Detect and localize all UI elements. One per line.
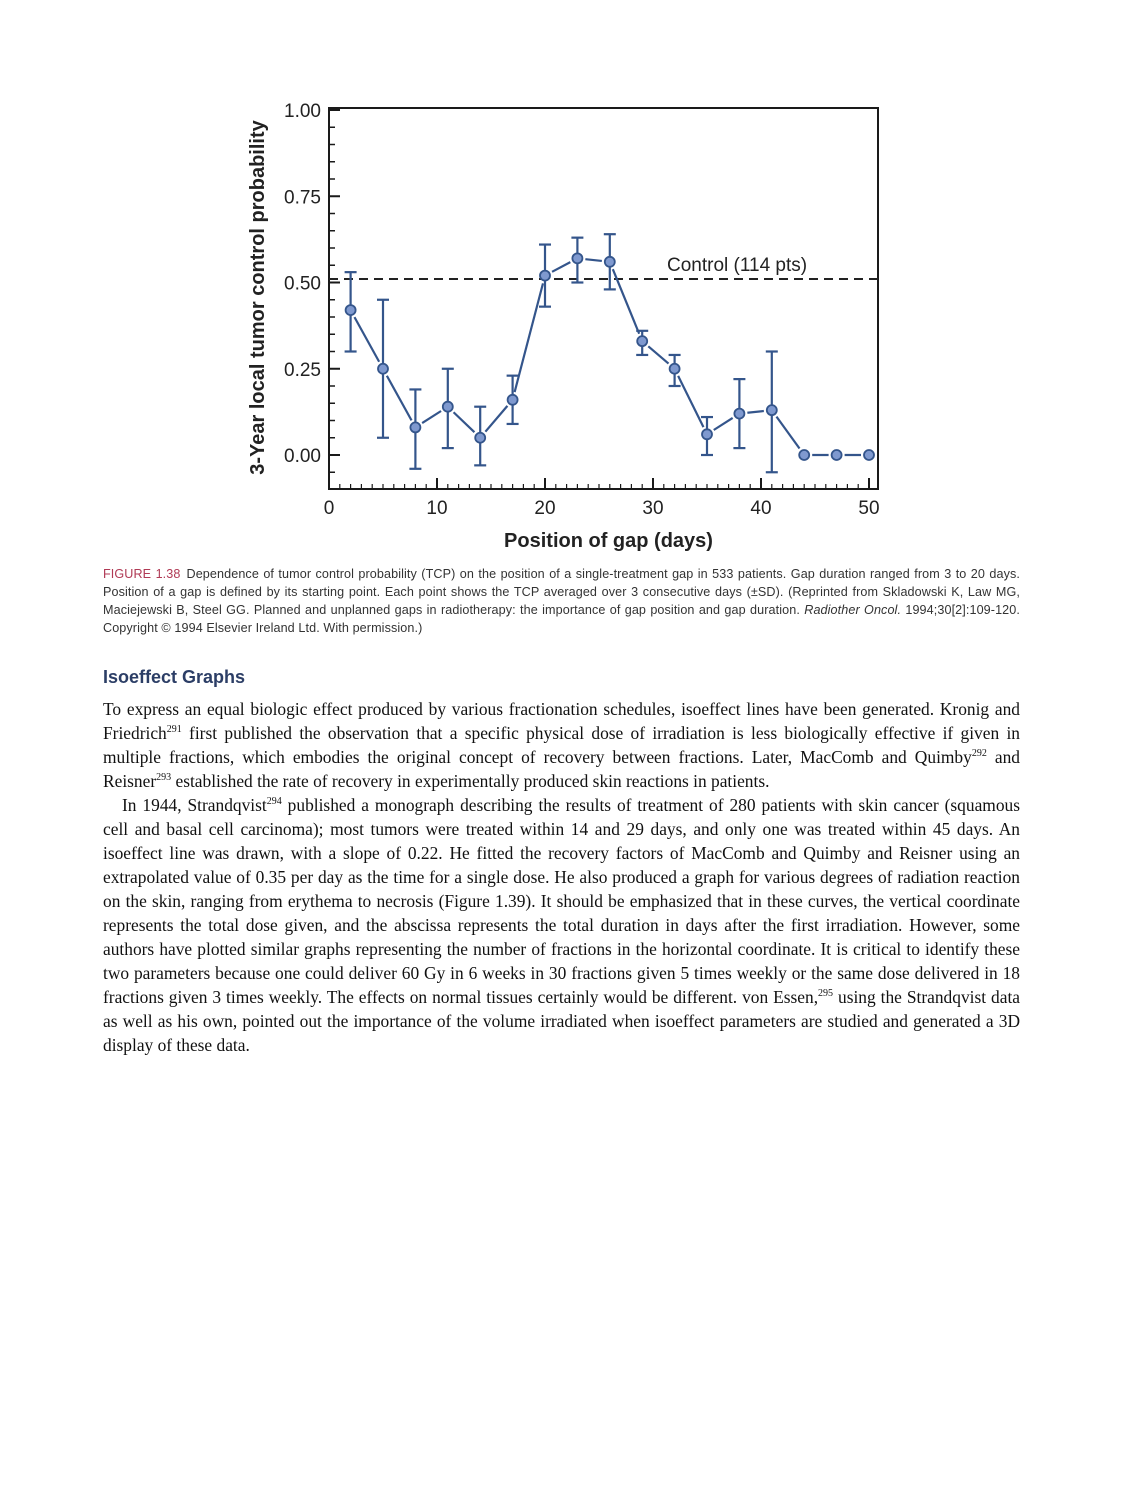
caption-text: Dependence of tumor control probability (TCP) on the position of a single-treatment gap in 533 patients. Gap duration ranged from 3 to 20 days. Position of a gap is defined by its starting point. Each point shows the TCP averaged over 3 consecutive days (±SD). (Reprinted from Skladowski K, Law MG, Maciejewski B, Steel GG. Planned and unplanned gaps in radiotherapy: the importance of gap position and gap duration. xyxy=(103,567,1021,617)
x-tick-label: 30 xyxy=(642,498,664,519)
series-segment xyxy=(552,262,570,272)
series-segment xyxy=(422,411,441,423)
text-run: using the Strandqvist data as well as his own, pointed out the importance of the volume irradiated when isoeffect parameters are studied and generated a 3D display of these data. xyxy=(103,987,1020,1055)
series-segment xyxy=(747,411,763,413)
series-segment xyxy=(515,283,543,392)
tcp-chart xyxy=(230,95,900,565)
reference-superscript: 294 xyxy=(266,796,282,807)
caption-citation: 1994;30[2]:109-120. Copyright © 1994 Elsevier Ireland Ltd. With permission.) xyxy=(103,603,1020,635)
series-segment xyxy=(648,346,668,363)
text-run: To express an equal biologic effect produced by various fractionation schedules, isoeffect lines have been generated. Kronig and Friedrich xyxy=(103,699,1020,743)
paragraph-1 xyxy=(103,697,1020,793)
series-segment xyxy=(678,376,703,427)
section-heading: Isoeffect Graphs xyxy=(103,667,246,687)
x-tick-label: 0 xyxy=(323,498,335,519)
y-tick-label: 0.50 xyxy=(284,273,321,295)
reference-superscript: 295 xyxy=(818,988,834,999)
text-run: published a monograph describing the results of treatment of 280 patients with skin cancer (squamous cell and basal cell carcinoma); most tumors were treated within 14 and 29 days, and only one was treated within 45 days. An isoeffect line was drawn, with a slope of 0.22. He fitted the recovery factors of MacComb and Quimby and Reisner using an extrapolated value of 0.35 per day as the time for a single dose. He also produced a graph for various degrees of radiation reaction on the skin, ranging from erythema to necrosis (Figure 1.39). It should be emphasized that in these curves, the vertical coordinate represents the total dose given, and the abscissa represents the total duration in days after the first irradiation. However, some authors have plotted similar graphs representing the number of fractions in the horizontal coordinate. It is critical to identify these two parameters because one could deliver 60 Gy in 6 weeks in 30 fractions given 5 times weekly or the same dose delivered in 18 fractions given 3 times weekly. The effects on normal tissues certainly would be different. von Essen, xyxy=(103,795,1020,1007)
text-run: established the rate of recovery in experimentally produced skin reactions in patients. xyxy=(171,771,770,791)
data-point-marker xyxy=(767,405,777,415)
data-point-marker xyxy=(346,305,356,315)
series-segment xyxy=(354,317,379,362)
figure-caption xyxy=(103,565,1020,637)
data-point-marker xyxy=(378,364,388,374)
data-point-marker xyxy=(702,429,712,439)
data-point-marker xyxy=(799,450,809,460)
data-point-marker xyxy=(734,409,744,419)
data-point-marker xyxy=(832,450,842,460)
x-axis-label: Position of gap (days) xyxy=(504,530,713,552)
data-point-marker xyxy=(670,364,680,374)
y-tick-label: 1.00 xyxy=(284,101,321,122)
plot-frame xyxy=(329,108,878,489)
text-run: In 1944, Strandqvist xyxy=(122,795,267,815)
data-point-marker xyxy=(605,257,615,267)
x-tick-label: 50 xyxy=(858,498,880,519)
reference-superscript: 293 xyxy=(156,772,172,783)
text-run: and Reisner xyxy=(103,747,1020,791)
data-point-marker xyxy=(410,422,420,432)
reference-superscript: 292 xyxy=(971,748,987,759)
reference-superscript: 291 xyxy=(166,724,182,735)
series-segment xyxy=(485,406,507,432)
series-segment xyxy=(454,412,475,432)
data-point-marker xyxy=(864,450,874,460)
series-segment xyxy=(585,259,601,261)
control-label: Control (114 pts) xyxy=(667,255,808,277)
x-tick-label: 20 xyxy=(534,498,556,519)
data-point-marker xyxy=(540,271,550,281)
figure-1-38 xyxy=(230,95,900,565)
body-text xyxy=(103,697,1020,1057)
data-point-marker xyxy=(443,402,453,412)
x-tick-label: 40 xyxy=(750,498,772,519)
x-tick-label: 10 xyxy=(426,498,448,519)
data-point-marker xyxy=(572,253,582,263)
paragraph-2 xyxy=(103,793,1020,1057)
caption-journal: Radiother Oncol. xyxy=(804,603,902,617)
series-segment xyxy=(776,417,799,449)
y-tick-label: 0.25 xyxy=(284,359,321,381)
y-tick-label: 0.75 xyxy=(284,187,321,209)
series-segment xyxy=(387,376,412,421)
data-point-marker xyxy=(475,433,485,443)
data-point-marker xyxy=(508,395,518,405)
text-run: first published the observation that a specific physical dose of irradiation is less biologically effective if given in multiple fractions, which embodies the original concept of recovery between fractions. Later, MacComb and Quimby xyxy=(103,723,1020,767)
y-tick-label: 0.00 xyxy=(284,446,321,467)
data-point-marker xyxy=(637,336,647,346)
y-axis-label: 3-Year local tumor control probability xyxy=(247,120,269,475)
figure-label: FIGURE 1.38 xyxy=(103,567,181,581)
series-segment xyxy=(714,418,733,430)
